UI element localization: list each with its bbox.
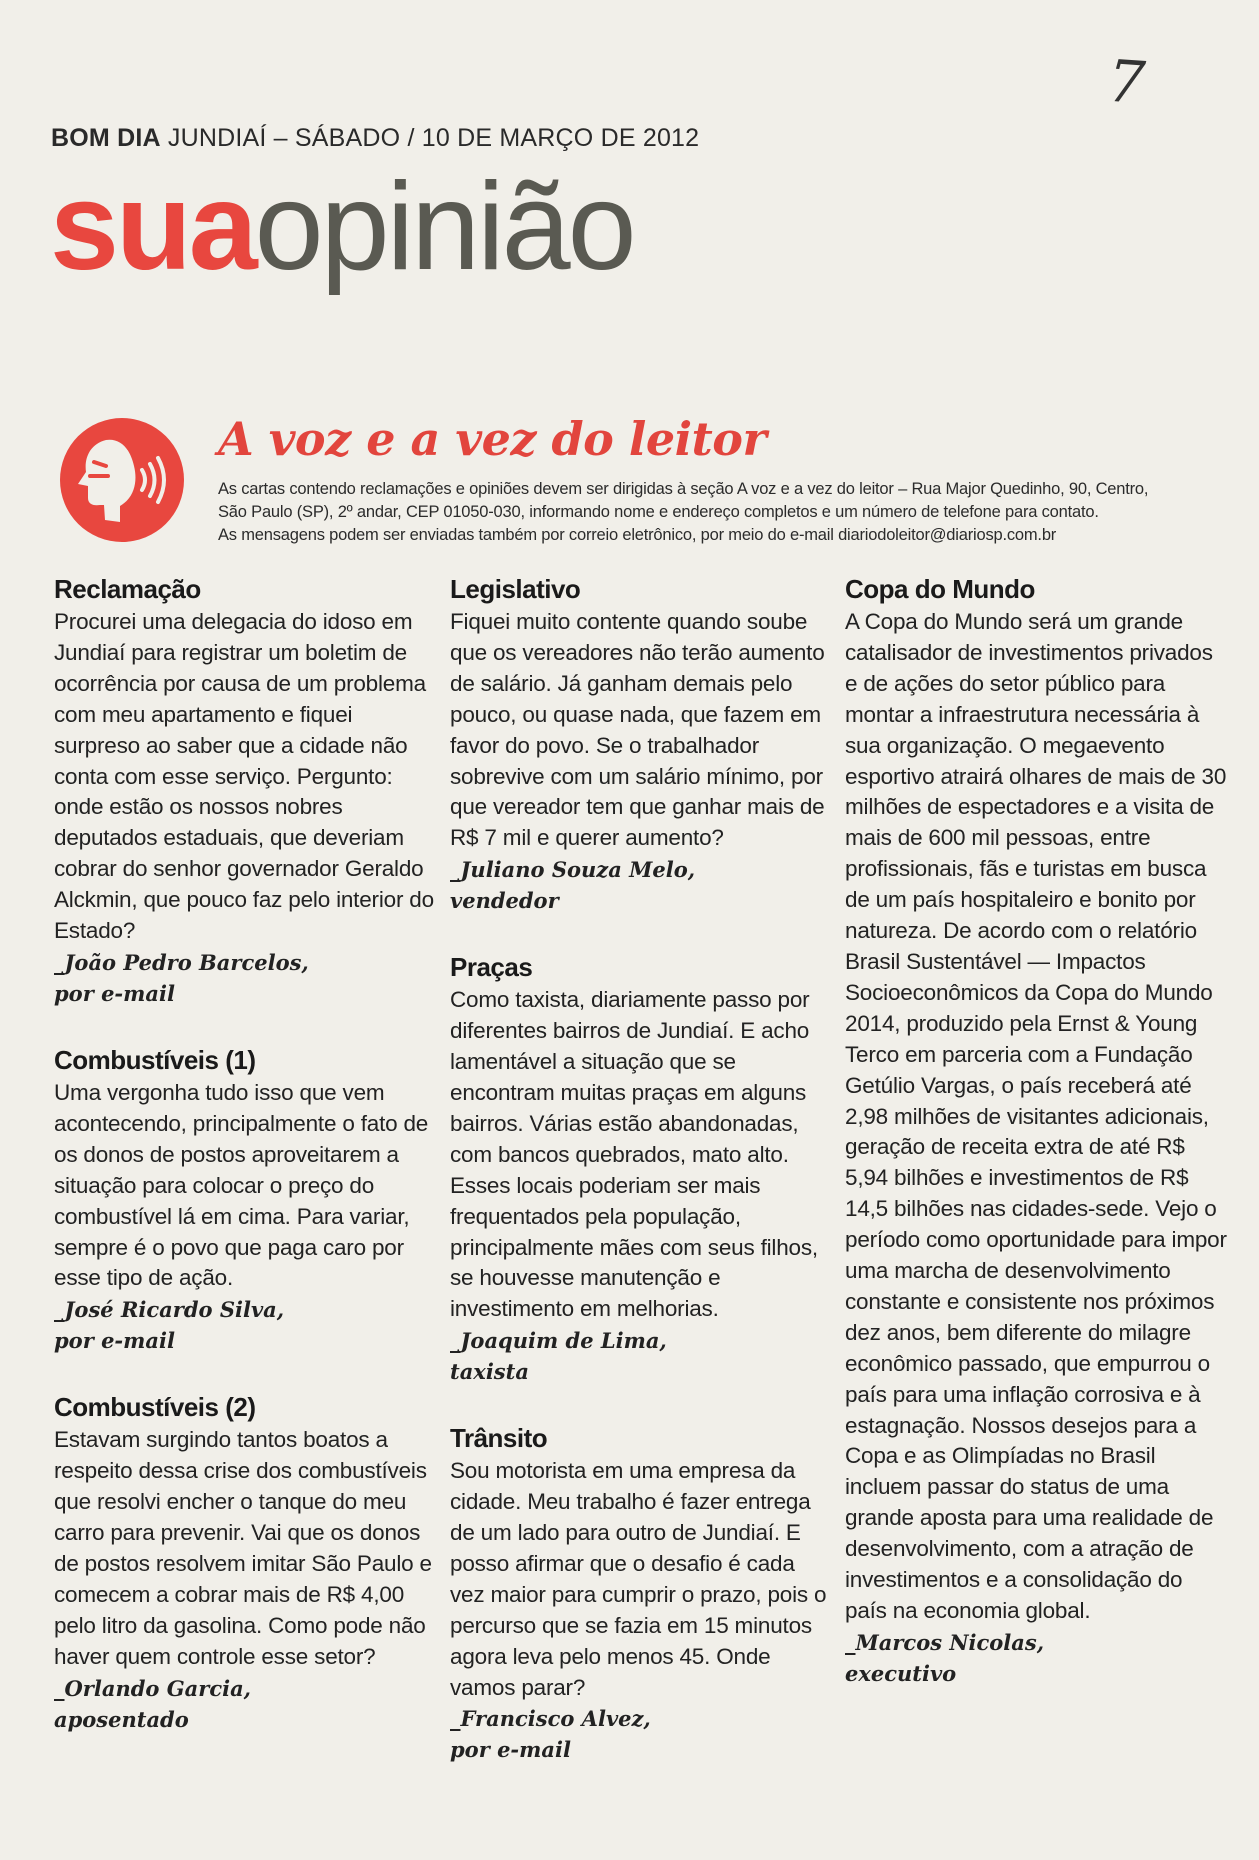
page-number: 7 xyxy=(1105,46,1148,118)
letter-heading: Combustíveis (2) xyxy=(54,1392,256,1423)
letter-author: _ Marcos Nicolas, xyxy=(845,1627,1230,1658)
letter-pracas xyxy=(450,952,832,1387)
letter-author: _ Joaquim de Lima, xyxy=(450,1325,832,1356)
letter-heading: Legislativo xyxy=(450,574,581,604)
dateline-text: JUNDIAÍ – SÁBADO / 10 DE MARÇO DE 2012 xyxy=(167,124,700,152)
letter-transito xyxy=(450,1423,832,1765)
brand-name: BOM DIA xyxy=(51,124,161,152)
column-3 xyxy=(845,574,1230,1725)
letter-author-role: por e-mail xyxy=(54,1328,175,1354)
speaking-head-icon xyxy=(60,418,184,542)
section-info xyxy=(218,478,1228,547)
section-info-line: As mensagens podem ser enviadas também por correio eletrônico, por meio do e-mail diariodoleitor@diariosp.com.br xyxy=(218,526,1057,544)
letter-combustiveis-2 xyxy=(54,1392,436,1734)
letter-heading: Trânsito xyxy=(450,1423,548,1454)
letter-body: Estavam surgindo tantos boatos a respeito dessa crise dos combustíveis que resolvi encher o tanque do meu carro para prevenir. Vai que os donos de postos resolvem imitar São Paulo e comecem a cobrar mais de R$ 4,00 pelo litro da gasolina. Como pode não haver quem controle esse setor? xyxy=(54,1427,432,1669)
letter-heading: Copa do Mundo xyxy=(845,574,1035,604)
letter-reclamacao xyxy=(54,574,436,1009)
letter-author-role: por e-mail xyxy=(450,1737,571,1763)
letter-author-role: vendedor xyxy=(450,888,559,914)
column-2 xyxy=(450,574,832,1801)
letter-legislativo xyxy=(450,574,832,916)
dateline xyxy=(51,124,699,153)
section-info-line: As cartas contendo reclamações e opiniões devem ser dirigidas à seção A voz e a vez do leitor – Rua Major Quedinho, 90, Centro, xyxy=(218,480,1149,498)
masthead-sua: sua xyxy=(50,158,255,296)
letter-author: _ João Pedro Barcelos, xyxy=(54,947,436,978)
letter-author: _ Francisco Alvez, xyxy=(450,1703,832,1734)
section-info-line: São Paulo (SP), 2º andar, CEP 01050-030, informando nome e endereço completos e um número de telefone para contato. xyxy=(218,503,1099,521)
masthead-opiniao: opinião xyxy=(254,158,634,296)
letter-body: Sou motorista em uma empresa da cidade. Meu trabalho é fazer entrega de um lado para outro de Jundiaí. E posso afirmar que o desafio é cada vez maior para cumprir o prazo, pois o percurso que se fazia em 15 minutos agora leva pelo menos 45. Onde vamos parar? xyxy=(450,1458,827,1700)
letter-author-role: aposentado xyxy=(54,1706,189,1732)
letter-body: Fiquei muito contente quando soube que os vereadores não terão aumento de salário. Já ganham demais pelo pouco, ou quase nada, que fazem em favor do povo. Se o trabalhador sobrevive com um salário mínimo, por que vereador tem que ganhar mais de R$ 7 mil e querer aumento? xyxy=(450,609,825,851)
letter-copa-do-mundo xyxy=(845,574,1230,1689)
letter-body: Procurei uma delegacia do idoso em Jundiaí para registrar um boletim de ocorrência por causa de um problema com meu apartamento e fiquei surpreso ao saber que a cidade não conta com esse serviço. Pergunto: onde estão os nossos nobres deputados estaduais, que deveriam cobrar do senhor governador Geraldo Alckmin, que pouco faz pelo interior do Estado? xyxy=(54,609,434,944)
section-title: A voz e a vez do leitor xyxy=(218,412,767,466)
letter-combustiveis-1 xyxy=(54,1045,436,1356)
letter-author: _ Juliano Souza Melo, xyxy=(450,854,832,885)
letter-author: _ José Ricardo Silva, xyxy=(54,1294,436,1325)
letter-body: Como taxista, diariamente passo por diferentes bairros de Jundiaí. E acho lamentável a situação que se encontram muitas praças em alguns bairros. Várias estão abandonadas, com bancos quebrados, mato alto. Esses locais poderiam ser mais frequentados pela população, principalmente mães com seus filhos, se houvesse manutenção e investimento em melhorias. xyxy=(450,987,818,1322)
letter-heading: Praças xyxy=(450,952,533,983)
section-masthead xyxy=(50,158,634,296)
letter-body: A Copa do Mundo será um grande catalisador de investimentos privados e de ações do setor público para montar a infraestrutura necessária à sua organização. O megaevento esportivo atrairá olhares de mais de 30 milhões de espectadores e a visita de mais de 600 mil pessoas, entre profissionais, fãs e turistas em busca de um país hospitaleiro e bonito por natureza. De acordo com o relatório Brasil Sustentável — Impactos Socioeconômicos da Copa do Mundo 2014, produzido pela Ernst & Young Terco em parceria com a Fundação Getúlio Vargas, o país receberá até 2,98 milhões de visitantes adicionais, geração de receita extra de até R$ 5,94 bilhões e investimentos de R$ 14,5 bilhões nas cidades-sede. Vejo o período como oportunidade para impor uma marcha de desenvolvimento constante e consistente nos próximos dez anos, bem diferente do milagre econômico passado, que empurrou o país para uma inflação corrosiva e à estagnação. Nossos desejos para a Copa e as Olimpíadas no Brasil incluem passar do status de uma grande aposta para uma realidade de desenvolvimento, com a atração de investimentos e a consolidação do país na economia global. xyxy=(845,609,1227,1623)
column-1 xyxy=(54,574,436,1771)
letter-body: Uma vergonha tudo isso que vem acontecendo, principalmente o fato de os donos de postos aproveitarem a situação para colocar o preço do combustível lá em cima. Para variar, sempre é o povo que paga caro por esse tipo de ação. xyxy=(54,1079,429,1291)
letter-author-role: executivo xyxy=(845,1660,957,1686)
letter-author-role: taxista xyxy=(450,1359,529,1385)
letter-author-role: por e-mail xyxy=(54,980,175,1006)
letter-heading: Reclamação xyxy=(54,574,201,604)
letter-author: _ Orlando Garcia, xyxy=(54,1673,436,1704)
letter-heading: Combustíveis (1) xyxy=(54,1044,256,1075)
